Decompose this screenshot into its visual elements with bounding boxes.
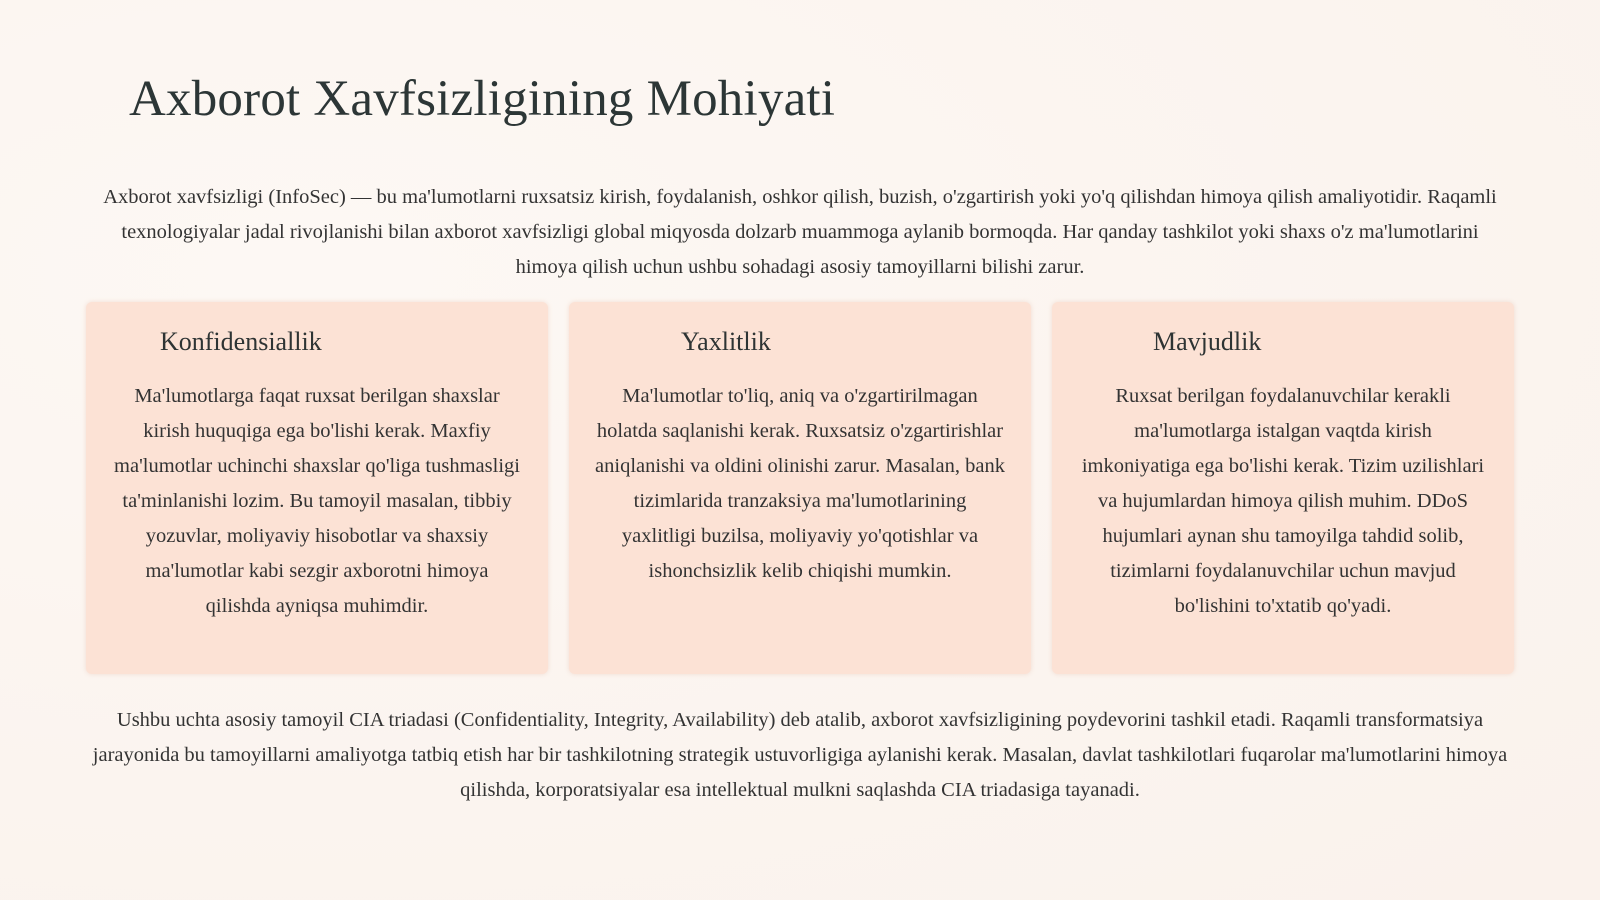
card-body: Ruxsat berilgan foydalanuvchilar kerakli ma'lumotlarga istalgan vaqtda kirish imkoniyatiga ega bo'lishi kerak. Tizim uzilishlari va hujumlardan himoya qilish muhim. DDoS hujumlari aynan shu tamoyilga tahdid solib, tizimlarni foydalanuvchilar uchun mavjud bo'lishini to'xtatib qo'yadi. — [1081, 385, 1485, 617]
card-availability — [1052, 302, 1514, 674]
card-title: Yaxlitlik — [681, 327, 771, 356]
card-integrity — [569, 302, 1031, 674]
card-confidentiality — [86, 302, 548, 674]
card-title: Konfidensiallik — [160, 327, 322, 356]
slide-title: Axborot Xavfsizligining Mohiyati — [129, 71, 836, 127]
principles-cards — [86, 302, 1514, 674]
card-body: Ma'lumotlarga faqat ruxsat berilgan shaxslar kirish huquqiga ega bo'lishi kerak. Maxfiy ma'lumotlar uchinchi shaxslar qo'liga tushmasligi ta'minlanishi lozim. Bu tamoyil masalan, tibbiy yozuvlar, moliyaviy hisobotlar va shaxsiy ma'lumotlar kabi sezgir axborotni himoya qilishda ayniqsa muhimdir. — [114, 385, 520, 617]
outro-paragraph: Ushbu uchta asosiy tamoyil CIA triadasi (Confidentiality, Integrity, Availability) deb atalib, axborot xavfsizligining poydevorini tashkil etadi. Raqamli transformatsiya jarayonida bu tamoyillarni amaliyotga tatbiq etish har bir tashkilotning strategik ustuvorligiga aylanishi kerak. Masalan, davlat tashkilotlari fuqarolar ma'lumotlarini himoya qilishda, korporatsiyalar esa intellektual mulkni saqlashda CIA triadasiga tayanadi. — [92, 709, 1508, 801]
intro-paragraph: Axborot xavfsizligi (InfoSec) — bu ma'lumotlarni ruxsatsiz kirish, foydalanish, oshkor qilish, buzish, o'zgartirish yoki yo'q qilishdan himoya qilish amaliyotidir. Raqamli texnologiyalar jadal rivojlanishi bilan axborot xavfsizligi global miqyosda dolzarb muammoga aylanib bormoqda. Har qanday tashkilot yoki shaxs o'z ma'lumotlarini himoya qilish uchun ushbu sohadagi asosiy tamoyillarni bilishi zarur. — [103, 186, 1497, 278]
card-body: Ma'lumotlar to'liq, aniq va o'zgartirilmagan holatda saqlanishi kerak. Ruxsatsiz o'zgartirishlar aniqlanishi va oldini olinishi zarur. Masalan, bank tizimlarida tranzaksiya ma'lumotlarining yaxlitligi buzilsa, moliyaviy yo'qotishlar va ishonchsizlik kelib chiqishi mumkin. — [595, 385, 1005, 582]
card-title: Mavjudlik — [1153, 327, 1262, 356]
